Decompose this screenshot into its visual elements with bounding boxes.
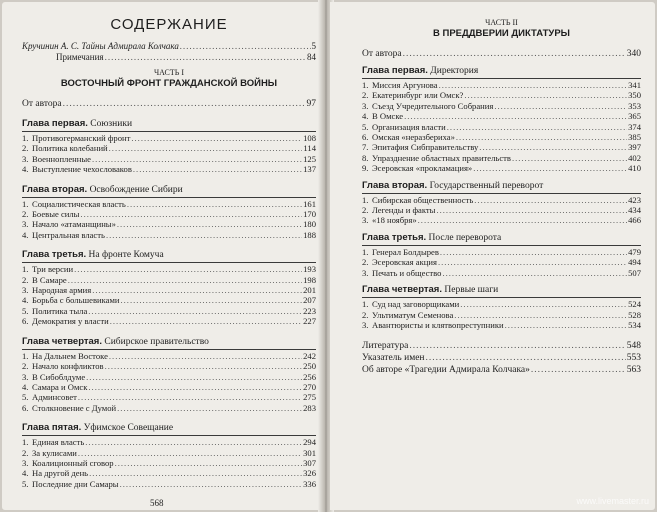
front-matter [22, 41, 316, 62]
chapter-name: Уфимское Совещание [83, 423, 174, 434]
chapter-name: Директория [430, 66, 479, 76]
toc-item: 1. На Дальнем Востоке ..... 242 [22, 351, 316, 361]
chapter-heading [362, 65, 641, 79]
toc-item: 4. На другой день ..... 326 [22, 468, 316, 478]
intro-entry [362, 49, 641, 59]
toc-item: 6. Столкновение с Думой ..... 283 [22, 403, 316, 413]
chapter-heading [362, 284, 641, 298]
chapter-number: Глава пятая. [22, 422, 82, 434]
entry-page: 84 [307, 51, 316, 62]
chapter-number: Глава третья. [22, 249, 87, 261]
toc-item: 5. Админсовет ..... 275 [22, 392, 316, 402]
chapter [22, 118, 316, 175]
chapter-name: Сибирское правительство [104, 336, 209, 347]
toc-item: 7. Эпитафия Сибправительству ..... 397 [362, 142, 641, 152]
chapter-number: Глава первая. [362, 65, 428, 76]
chapter-name: На фронте Комуча [88, 250, 164, 261]
intro-entry [22, 99, 316, 109]
toc-item: 2. Легенды и факты ..... 434 [362, 205, 641, 215]
chapter-number: Глава четвертая. [362, 284, 442, 296]
back-matter [362, 340, 641, 376]
chapter-heading [22, 336, 316, 350]
entry-page: 340 [626, 49, 641, 59]
chapter-name: Первые шаги [444, 285, 499, 296]
toc-item: 3. «18 ноября» ..... 466 [362, 215, 641, 225]
chapter-heading [362, 180, 641, 194]
entry-page: 97 [306, 99, 316, 109]
toc-item: 1. Генерал Болдырев ..... 479 [362, 247, 641, 257]
toc-item: 2. Эсеровская акция ..... 494 [362, 257, 641, 267]
toc-item: 2. Политика колебаний ..... 114 [22, 143, 316, 153]
chapter [362, 284, 641, 330]
toc-item: 1. Единая власть ..... 294 [22, 437, 316, 447]
toc-item: 5. Организация власти ..... 374 [362, 122, 641, 132]
chapter-heading [362, 232, 641, 246]
back-entry: Об авторе «Трагедии Адмирала Колчака» ..... 563 [362, 364, 641, 376]
toc-item: 2. Екатеринбург или Омск? ..... 350 [362, 90, 641, 100]
front-entry [22, 41, 316, 52]
left-page [2, 2, 324, 510]
toc-item: 3. В Сибоблдуме ..... 256 [22, 372, 316, 382]
toc-item: 3. Начало «атаманщины» ..... 180 [22, 219, 316, 229]
watermark: www.livemaster.ru [576, 496, 649, 506]
chapter [362, 232, 641, 278]
entry-text: Примечания [56, 51, 104, 62]
chapter [362, 65, 641, 174]
page-number: 568 [150, 498, 164, 508]
entry-text: Кручинин А. С. Тайны Адмирала Колчака [22, 41, 179, 51]
toc-item: 3. Авантюристы и клятвопреступники ..... 534 [362, 320, 641, 330]
toc-item: 6. Демократия у власти ..... 227 [22, 316, 316, 326]
chapter-list [362, 65, 641, 330]
toc-item: 2. В Самаре ..... 198 [22, 275, 316, 285]
back-entry: Указатель имен ..... 553 [362, 352, 641, 364]
toc-item: 8. Упразднение областных правительств ..... 402 [362, 153, 641, 163]
chapter [362, 180, 641, 226]
toc-item: 1. Три версии ..... 193 [22, 264, 316, 274]
part-label: ЧАСТЬ I [153, 68, 185, 77]
chapter-name: Государственный переворот [429, 180, 544, 191]
chapter-number: Глава четвертая. [22, 335, 102, 347]
chapter-number: Глава первая. [22, 118, 88, 129]
toc-item: 1. Социалистическая власть ..... 161 [22, 199, 316, 209]
toc-item: 9. Эсеровская «прокламация» ..... 410 [362, 163, 641, 173]
toc-item: 1. Сибирская общественность ..... 423 [362, 195, 641, 205]
chapter-name: После переворота [428, 232, 502, 243]
part-title: ВОСТОЧНЫЙ ФРОНТ ГРАЖДАНСКОЙ ВОЙНЫ [60, 78, 278, 89]
toc-item: 5. Последние дни Самары ..... 336 [22, 479, 316, 489]
entry-text: От автора [22, 99, 62, 109]
toc-item: 2. За кулисами ..... 301 [22, 448, 316, 458]
toc-item: 4. Выступление чехословаков ..... 137 [22, 164, 316, 174]
chapter [22, 184, 316, 241]
chapter [22, 422, 316, 489]
toc-item: 6. Омская «неразбериха» ..... 385 [362, 132, 641, 142]
toc-item: 3. Военнопленные ..... 125 [22, 154, 316, 164]
chapter [22, 336, 316, 413]
toc-item: 4. Борьба с большевиками ..... 207 [22, 295, 316, 305]
chapter-heading [22, 118, 316, 132]
part-title: В ПРЕДДВЕРИИ ДИКТАТУРЫ [433, 28, 570, 39]
toc-item: 2. Боевые силы ..... 170 [22, 209, 316, 219]
toc-item: 2. Ультиматум Семенова ..... 528 [362, 310, 641, 320]
toc-item: 2. Начало конфликтов ..... 250 [22, 361, 316, 371]
chapter [22, 249, 316, 326]
part-label: ЧАСТЬ II [485, 18, 518, 27]
toc-item: 3. Съезд Учредительного Собрания ..... 353 [362, 101, 641, 111]
chapter-heading [22, 249, 316, 263]
chapter-heading [22, 184, 316, 198]
toc-item: 4. Самара и Омск ..... 270 [22, 382, 316, 392]
toc-item: 1. Противогерманский фронт ..... 108 [22, 133, 316, 143]
contents-title: СОДЕРЖАНИЕ [110, 16, 228, 33]
toc-item: 4. Центральная власть ..... 188 [22, 230, 316, 240]
chapter-list [22, 118, 316, 489]
front-entry [22, 52, 316, 63]
chapter-heading [22, 422, 316, 436]
entry-text: От автора [362, 49, 402, 59]
toc-item: 1. Суд над заговорщиками ..... 524 [362, 299, 641, 309]
right-page [330, 2, 655, 510]
back-entry: Литература ..... 548 [362, 340, 641, 352]
chapter-name: Освобождение Сибири [89, 184, 183, 195]
entry-page: 5 [311, 41, 316, 51]
chapter-number: Глава вторая. [22, 183, 88, 195]
chapter-number: Глава вторая. [362, 179, 428, 191]
toc-item: 1. Миссия Аргунова ..... 341 [362, 80, 641, 90]
chapter-name: Союзники [90, 119, 133, 129]
chapter-number: Глава третья. [362, 231, 427, 243]
toc-item: 4. В Омске ..... 365 [362, 111, 641, 121]
toc-item: 5. Политика тыла ..... 223 [22, 306, 316, 316]
toc-item: 3. Печать и общество ..... 507 [362, 268, 641, 278]
toc-item: 3. Коалиционный сговор ..... 307 [22, 458, 316, 468]
toc-item: 3. Народная армия ..... 201 [22, 285, 316, 295]
